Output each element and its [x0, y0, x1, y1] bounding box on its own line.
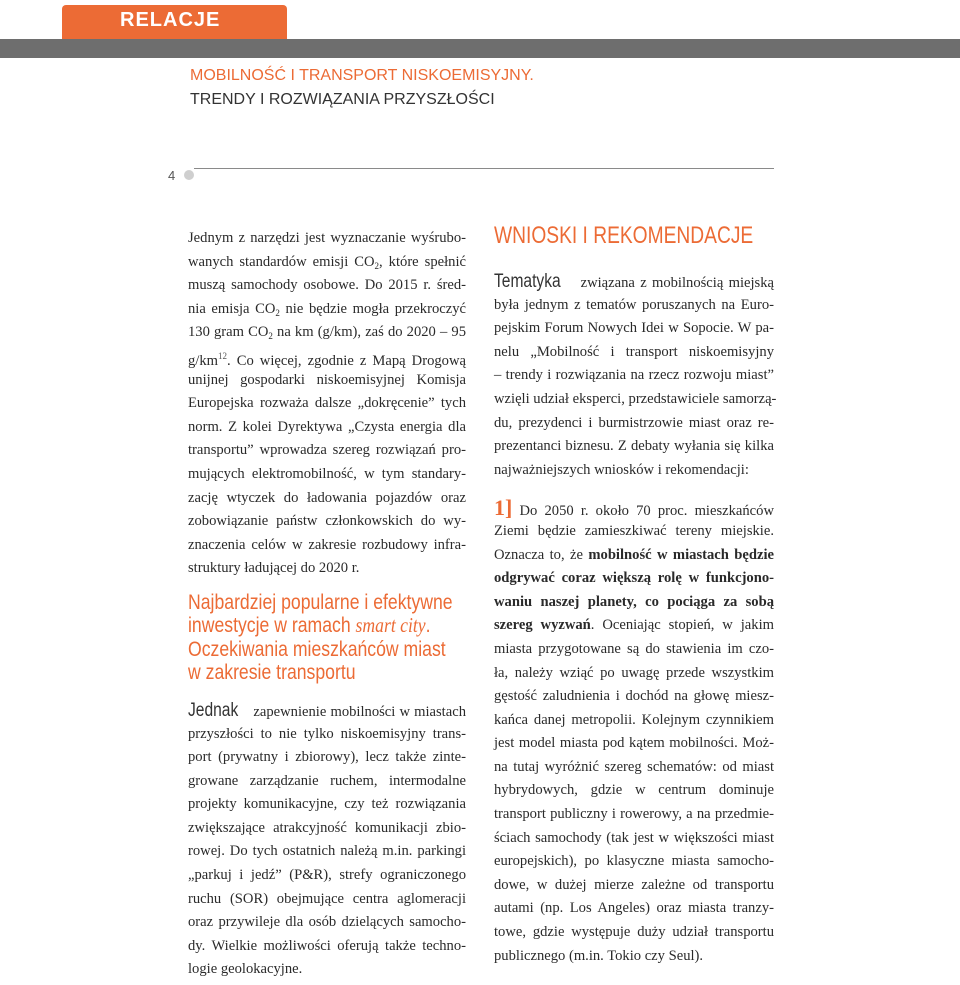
text-line: transportu” wprowadza szereg rozwiązań pro-: [188, 442, 466, 459]
conclusions-heading: WNIOSKI I REKOMENDACJE: [494, 222, 754, 249]
text-line: odgrywać coraz większą rolę w funkcjono-: [494, 570, 774, 587]
text-line: ła, należy wziąć po uwagę przede wszystkim: [494, 664, 774, 681]
text-line: zwiększające atrakcyjność komunikacji zbio-: [188, 819, 466, 836]
text-line: najważniejszych wniosków i rekomendacji:: [494, 461, 749, 478]
publication-title: MOBILNOŚĆ I TRANSPORT NISKOEMISYJNY.: [190, 67, 534, 84]
page-number: 4: [168, 168, 176, 183]
lead-word: Jednak: [188, 699, 239, 721]
text-line: transport publiczny i rowerowy, a na przedmie-: [494, 806, 774, 823]
text-line: nia emisja $CO_2$ nie będzie mogła przekroczyć: [188, 300, 466, 318]
section-tab: [62, 5, 287, 39]
text-line: logie geolokacyjne.: [188, 961, 303, 978]
publication-subtitle: TRENDY I ROZWIĄZANIA PRZYSZŁOŚCI: [190, 91, 495, 108]
text-line: growane zarządzanie ruchem, intermodalne: [188, 772, 466, 789]
text-line: na tutaj wyróżnić szereg schematów: od miast: [494, 758, 774, 775]
text-line: wanych standardów emisji $CO_2$, które spełnić: [188, 253, 466, 271]
text-line: znaczenia celów w zakresie rozbudowy infra-: [188, 536, 466, 553]
text-line: publicznego (m.in. Tokio czy Seul).: [494, 947, 704, 964]
header-rule: [194, 168, 774, 169]
text-line: Jednak zapewnienie mobilności w miastach: [188, 699, 466, 721]
item-number: 1]: [494, 495, 513, 521]
text-line: Tematyka związana z mobilnością miejską: [494, 271, 774, 292]
text-line: mujących elektromobilność, w tym standary-: [188, 465, 466, 482]
text-line: waniu naszej planety, co pociąga za sobą: [494, 593, 774, 610]
text-line: port (prywatny i zbiorowy), lecz także zinte-: [188, 749, 466, 766]
text-line: dowe, w dużej mierze zależne od transportu: [494, 876, 774, 893]
text-line: autami (np. Los Angeles) oraz miasta tranzy-: [494, 900, 774, 917]
text-line: norm. Z kolei Dyrektywa „Czysta energia dla: [188, 418, 466, 435]
section-tab-label: RELACJE: [120, 9, 221, 31]
section-heading-line: Najbardziej popularne i efektywne: [188, 589, 453, 614]
text-line: projekty komunikacyjne, czy też rozwiązania: [188, 796, 466, 813]
header-band: [0, 39, 960, 58]
text-line: muszą samochody osobowe. Do 2015 r. śred-: [188, 277, 466, 294]
section-heading-line: inwestycje w ramach smart city.: [188, 613, 431, 638]
text-line: zację wtyczek do ładowania pojazdów oraz: [188, 489, 466, 506]
text-line: miasta przygotowane są do stawienia im czo-: [494, 640, 774, 657]
text-line: $g/km^{12}$. Co więcej, zgodnie z Mapą Drogową: [188, 350, 466, 369]
text-line: hybrydowych, gdzie w centrum dominuje: [494, 782, 774, 799]
text-line: Jednym z narzędzi jest wyznaczanie wyśrubo-: [188, 230, 466, 246]
text-line: wzięli udział eksperci, przedstawiciele samorzą-: [494, 390, 777, 407]
text-line: nelu „Mobilność i transport niskoemisyjny: [494, 343, 774, 360]
text-line: 130 gram $CO_2$ na km (g/km), zaś do 2020 – 95: [188, 324, 466, 342]
text-line: du, prezydenci i burmistrzowie miast oraz re-: [494, 414, 774, 431]
page-marker-dot: [184, 170, 194, 180]
right-column: [494, 270, 777, 968]
footnote-ref: 12: [218, 350, 227, 361]
left-column: [188, 227, 466, 982]
text-line: ruchu (SOR) obejmujące centra aglomeracji: [188, 890, 466, 907]
text-line: – trendy i rozwiązania na rzecz rozwoju miast”: [494, 367, 774, 384]
text-line: struktury ładującej do 2020 r.: [188, 560, 360, 577]
section-heading-line: Oczekiwania mieszkańców miast: [188, 636, 446, 661]
text-line: jest model miasta pod kątem mobilności. Moż-: [494, 735, 774, 752]
text-line: zobowiązanie państw członkowskich do wy-: [188, 513, 466, 530]
text-line: towe, gdzie występuje duży udział transportu: [494, 924, 774, 941]
text-line: pejskim Forum Nowych Idei w Sopocie. W pa-: [494, 320, 774, 337]
text-line: europejskich), po klasyczne miasta samocho-: [494, 853, 774, 870]
text-line: oraz przywileje dla osób dzielących samocho-: [188, 914, 466, 931]
text-line: rowej. Do tych ostatnich należą m.in. parkingi: [188, 843, 466, 860]
text-line: Oznacza to, że mobilność w miastach będzie: [494, 546, 774, 563]
text-line: „parkuj i jedź” (P&R), strefy ograniczonego: [188, 867, 466, 884]
text-line: Ziemi będzie zamieszkiwać tereny miejskie.: [494, 522, 774, 539]
text-line: szereg wyzwań. Oceniając stopień, w jakim: [494, 617, 774, 634]
lead-word: Tematyka: [494, 271, 561, 292]
text-line: 1] Do 2050 r. około 70 proc. mieszkańców: [494, 495, 774, 521]
text-line: gęstość zaludnienia i dochód na głowę miesz-: [494, 688, 774, 705]
text-line: prezentanci biznesu. Z debaty wyłania się kilka: [494, 438, 774, 455]
text-line: przyszłości to nie tylko niskoemisyjny trans-: [188, 725, 466, 742]
section-heading-line: w zakresie transportu: [188, 660, 356, 685]
text-line: dy. Wielkie możliwości oferują także techno-: [188, 937, 466, 954]
text-line: była jednym z tematów poruszanych na Euro-: [494, 296, 774, 313]
text-line: kańca danej metropolii. Kolejnym czynnikiem: [494, 711, 774, 728]
text-line: ściach samochody (tak jest w większości miast: [494, 829, 774, 846]
text-line: unijnej gospodarki niskoemisyjnej Komisja: [188, 371, 466, 388]
text-line: Europejska rozważa dalsze „dokręcenie” tych: [188, 395, 466, 412]
